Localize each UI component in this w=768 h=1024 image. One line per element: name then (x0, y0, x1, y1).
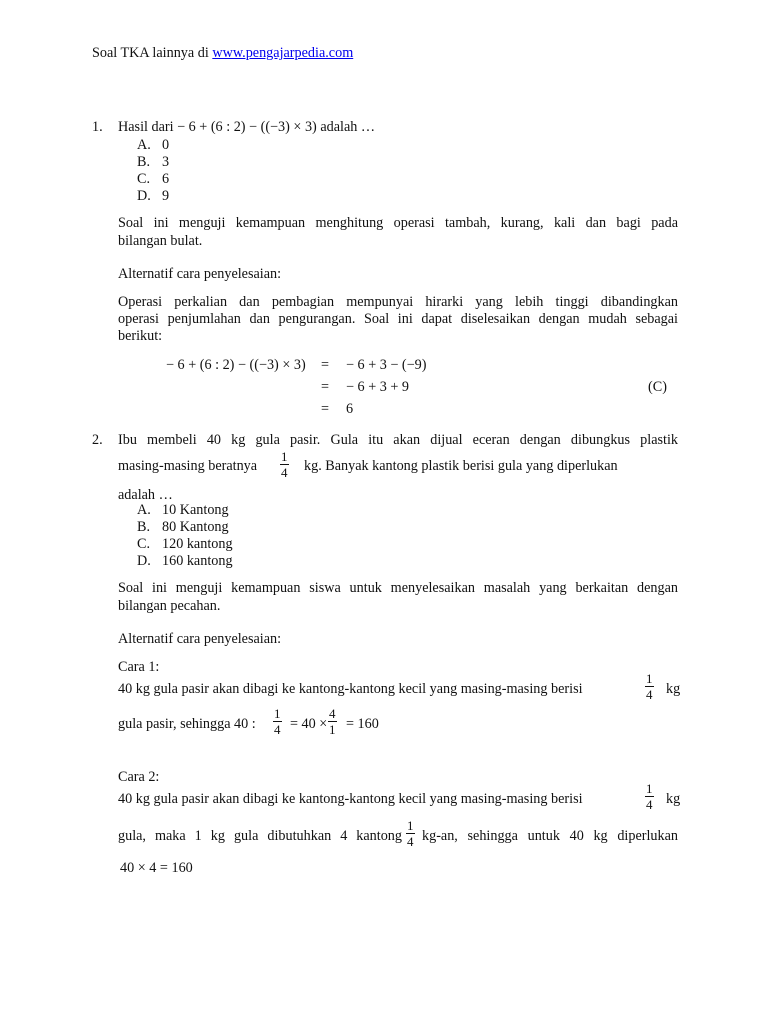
cara1-frac-num: 1 (646, 671, 653, 686)
cara1-line1: 40 kg gula pasir akan dibagi ke kantong-kantong kecil yang masing-masing berisi (118, 681, 583, 697)
cara1-mult-den: 1 (329, 722, 336, 737)
cara1-eq2: = 160 (346, 716, 379, 732)
q2-line1: Ibu membeli 40 kg gula pasir. Gula itu akan dijual eceran dengan dibungkus plastik (118, 432, 678, 448)
q2-alt-title: Alternatif cara penyelesaian: (118, 631, 282, 647)
q1-alt-title: Alternatif cara penyelesaian: (118, 266, 282, 282)
cara1-eq1: = 40 × (290, 716, 328, 732)
q1-option-a-text: 0 (162, 137, 170, 153)
q1-option-d-letter: D. (137, 188, 151, 204)
cara2-unit: kg (666, 791, 681, 807)
cara2-frac-den: 4 (646, 797, 653, 812)
cara2-frac-num: 1 (646, 781, 653, 796)
q1-calc-rhs-1: − 6 + 3 − (−9) (346, 357, 427, 373)
cara1-fraction-quarter (645, 671, 654, 702)
q1-expl-line3: berikut: (118, 328, 163, 344)
q1-calc-eq-3: = (321, 401, 330, 417)
cara2-line2-post: kg-an, sehingga untuk 40 kg diperlukan (422, 828, 678, 844)
q2-option-a-text: 10 Kantong (162, 502, 229, 518)
q2-number: 2. (92, 432, 103, 448)
q1-question: Hasil dari − 6 + (6 : 2) − ((−3) × 3) adalah … (118, 119, 376, 135)
q2-option-b-text: 80 Kantong (162, 519, 229, 535)
page-header (92, 45, 353, 62)
q2-option-b-letter: B. (137, 519, 151, 535)
cara1-unit: kg (666, 681, 681, 697)
q1-desc-line1: Soal ini menguji kemampuan menghitung operasi tambah, kurang, kali dan bagi pada (118, 215, 678, 231)
q2-frac-num: 1 (281, 449, 288, 464)
q2-fraction-quarter (280, 449, 289, 480)
q2-option-c-text: 120 kantong (162, 536, 233, 552)
q1-expl-line2: operasi penjumlahan dan pengurangan. Soal ini dapat diselesaikan dengan mudah sebagai (118, 311, 678, 327)
header-link[interactable]: www.pengajarpedia.com (212, 45, 354, 61)
cara2-title: Cara 2: (118, 769, 160, 785)
q2-option-c-letter: C. (137, 536, 151, 552)
cara2-kantong-den: 4 (407, 834, 414, 849)
cara1-div-num: 1 (274, 706, 281, 721)
cara1-title: Cara 1: (118, 659, 160, 675)
cara1-frac-den: 4 (646, 687, 653, 702)
q2-line2-pre: masing-masing beratnya (118, 458, 258, 474)
cara2-line1: 40 kg gula pasir akan dibagi ke kantong-kantong kecil yang masing-masing berisi (118, 791, 583, 807)
q1-expl-line1: Operasi perkalian dan pembagian mempunyai hirarki yang lebih tinggi dibandingkan (118, 294, 678, 310)
q2-frac-den: 4 (281, 465, 288, 480)
q1-option-a-letter: A. (137, 137, 151, 153)
q1-option-d-text: 9 (162, 188, 170, 204)
header-prefix: Soal TKA lainnya di (92, 45, 213, 61)
q2-desc-line2: bilangan pecahan. (118, 598, 221, 614)
q2-option-d-letter: D. (137, 553, 151, 569)
q1-option-b-letter: B. (137, 154, 151, 170)
q1-calc-rhs-2: − 6 + 3 + 9 (346, 379, 410, 395)
cara1-line2-pre: gula pasir, sehingga 40 : (118, 716, 256, 732)
cara2-fraction-kantong (406, 818, 415, 849)
cara2-kantong-num: 1 (407, 818, 414, 833)
q1-calc-eq-1: = (321, 357, 330, 373)
q1-desc-line2: bilangan bulat. (118, 233, 203, 249)
q2-line2-post: kg. Banyak kantong plastik berisi gula yang diperlukan (304, 458, 618, 474)
q2-option-d-text: 160 kantong (162, 553, 233, 569)
q2-option-a-letter: A. (137, 502, 151, 518)
q2-desc-line1: Soal ini menguji kemampuan siswa untuk menyelesaikan masalah yang berkaitan dengan (118, 580, 678, 596)
cara2-fraction-quarter (645, 781, 654, 812)
cara2-final: 40 × 4 = 160 (120, 860, 193, 876)
q1-option-b-text: 3 (162, 154, 170, 170)
cara1-fraction-div (273, 706, 282, 737)
q1-calc-rhs-3: 6 (346, 401, 354, 417)
q1-option-c-text: 6 (162, 171, 170, 187)
cara1-div-den: 4 (274, 722, 281, 737)
cara1-fraction-mult (328, 706, 337, 737)
cara1-mult-num: 4 (329, 706, 336, 721)
q2-line3: adalah … (118, 487, 173, 503)
q1-number: 1. (92, 119, 103, 135)
q1-calc-lhs: − 6 + (6 : 2) − ((−3) × 3) (166, 357, 306, 373)
q1-answer: (C) (648, 379, 667, 395)
q1-calc-eq-2: = (321, 379, 330, 395)
cara2-line2-pre: gula, maka 1 kg gula dibutuhkan 4 kantong (118, 828, 402, 844)
q1-option-c-letter: C. (137, 171, 151, 187)
